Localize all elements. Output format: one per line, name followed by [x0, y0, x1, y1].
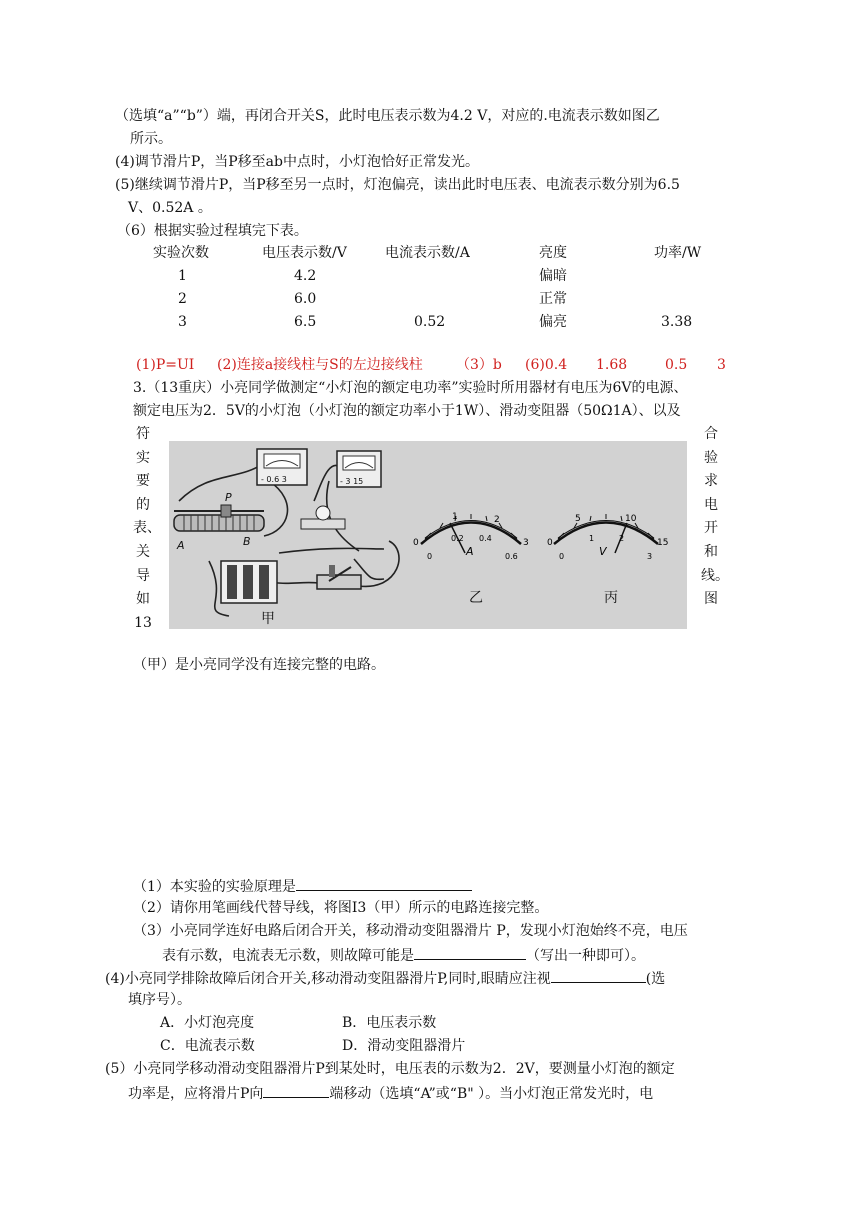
table-cell: 0.52	[414, 314, 446, 330]
q3-line1: 3.（13重庆）小亮同学做测定“小灯泡的额定电功率”实验时所用器材有电压为6V的电源、	[133, 380, 688, 396]
question-5b: 功率是，应将滑片P向 端移动（选填“A”或“B" ）。当小灯泡正常发光时，电	[128, 1082, 653, 1104]
svg-text:10: 10	[625, 514, 637, 524]
answer-blank-1[interactable]	[296, 875, 472, 891]
answer-blank-3[interactable]	[414, 944, 526, 960]
question-3a: （3）小亮同学连好电路后闭合开关，移动滑动变阻器滑片 P，发现小灯泡始终不亮，电压	[133, 923, 688, 939]
figure-caption: （甲）是小亮同学没有连接完整的电路。	[133, 657, 385, 673]
answer-1: (1)P=UI	[136, 357, 195, 373]
svg-text:5: 5	[575, 514, 581, 524]
svg-text:2: 2	[494, 515, 500, 525]
question-4a: (4)小亮同学排除故障后闭合开关,移动滑动变阻器滑片P,同时,眼睛应注视 (选	[105, 967, 665, 989]
svg-text:0: 0	[413, 538, 419, 548]
answer-4: (6)0.4	[525, 357, 568, 373]
left-wrap-text: 符 实 要 的 表、 关 导 如 13	[133, 426, 161, 631]
table-header: 电压表示数/V	[262, 245, 347, 261]
table-cell: 6.5	[294, 314, 317, 330]
voltmeter-terminals: - 3 15	[340, 477, 364, 486]
table-cell: 偏亮	[539, 314, 567, 330]
svg-text:3: 3	[647, 552, 653, 561]
option-c: C．电流表示数	[160, 1038, 255, 1054]
text-line: 所示。	[130, 131, 172, 147]
svg-text:0.4: 0.4	[479, 534, 492, 543]
label-bing: 丙	[604, 590, 618, 606]
switch-icon	[317, 565, 361, 589]
table-cell: 1	[178, 268, 187, 284]
circuit-diagram	[169, 441, 687, 629]
table-cell: 偏暗	[539, 268, 567, 284]
answer-3: （3）b	[456, 357, 502, 373]
answer-5: 1.68	[596, 357, 628, 373]
label-b: B	[243, 535, 251, 548]
table-cell: 3	[178, 314, 187, 330]
answer-7: 3	[717, 357, 726, 373]
answer-2: (2)连接a接线柱与S的左边接线柱	[217, 357, 423, 373]
q3-line2: 额定电压为2．5V的小灯泡（小灯泡的额定功率小于1W）、滑动变阻器（50Ω1A）、以及	[133, 403, 681, 419]
voltmeter-dial	[547, 514, 668, 561]
label-p: P	[225, 491, 232, 504]
answer-blank-5[interactable]	[263, 1082, 329, 1098]
right-wrap-text: 合 验 求 电 开 和 线。 图	[701, 426, 729, 608]
svg-text:1: 1	[452, 512, 458, 522]
table-header: 实验次数	[153, 245, 209, 261]
ammeter-dial	[413, 512, 529, 561]
label-jia: 甲	[261, 611, 275, 627]
table-cell: 6.0	[294, 291, 317, 307]
question-2: （2）请你用笔画线代替导线，将图I3（甲）所示的电路连接完整。	[133, 900, 549, 916]
table-cell: 4.2	[294, 268, 317, 284]
question-1: （1）本实验的实验原理是	[133, 875, 472, 897]
label-a: A	[177, 539, 185, 552]
rheostat-icon	[174, 505, 264, 531]
table-header: 功率/W	[654, 245, 702, 261]
question-3b: 表有示数，电流表无示数，则故障可能是 （写出一种即可）。	[162, 944, 645, 966]
svg-text:2: 2	[619, 534, 625, 543]
option-d: D．滑动变阻器滑片	[342, 1038, 466, 1054]
ammeter-box	[257, 449, 307, 485]
text-line: （选填“a”“b”）端，再闭合开关S，此时电压表示数为4.2 V，对应的.电流表示数如图乙	[115, 108, 660, 124]
ammeter-terminals: - 0.6 3	[261, 475, 287, 484]
table-header: 电流表示数/A	[385, 245, 470, 261]
table-cell: 正常	[539, 291, 567, 307]
answer-blank-4[interactable]	[551, 967, 646, 983]
svg-text:15: 15	[657, 538, 669, 548]
table-cell: 3.38	[661, 314, 693, 330]
answer-6: 0.5	[665, 357, 688, 373]
svg-text:V: V	[599, 545, 607, 558]
svg-text:0: 0	[547, 538, 553, 548]
voltmeter-box	[337, 451, 381, 487]
table-cell: 2	[178, 291, 187, 307]
text-line: （6）根据实验过程填完下表。	[117, 223, 308, 239]
svg-text:0: 0	[427, 552, 433, 561]
svg-text:0: 0	[559, 552, 565, 561]
bulb-icon	[301, 506, 345, 529]
svg-text:3: 3	[523, 538, 529, 548]
svg-text:1: 1	[589, 534, 595, 543]
question-4b: 填序号）。	[128, 992, 191, 1008]
text-line: (5)继续调节滑片P，当P移至另一点时，灯泡偏亮，读出此时电压表、电流表示数分别为6.5	[115, 177, 680, 193]
option-b: B．电压表示数	[342, 1015, 437, 1031]
label-yi: 乙	[469, 590, 483, 606]
svg-text:A: A	[466, 545, 474, 558]
table-header: 亮度	[539, 245, 567, 261]
battery-icon	[221, 561, 277, 603]
text-line: (4)调节滑片P，当P移至ab中点时，小灯泡恰好正常发光。	[115, 154, 479, 170]
svg-text:0.2: 0.2	[451, 534, 464, 543]
question-5a: (5）小亮同学移动滑动变阻器滑片P到某处时，电压表的示数为2．2V，要测量小灯泡的额定	[105, 1061, 675, 1077]
circuit-figure	[169, 441, 687, 629]
option-a: A．小灯泡亮度	[160, 1015, 255, 1031]
text-line: V、0.52A 。	[128, 200, 212, 216]
svg-text:0.6: 0.6	[505, 552, 518, 561]
